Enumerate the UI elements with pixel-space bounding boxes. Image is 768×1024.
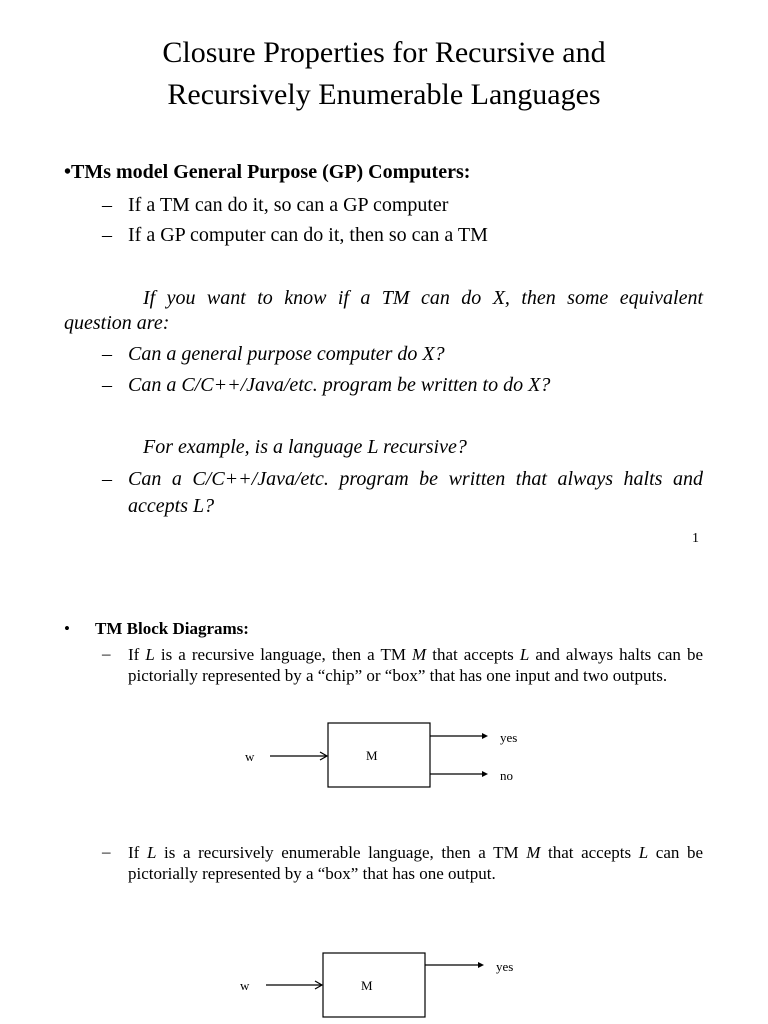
list-item: – Can a C/C++/Java/etc. program be written that always halts and accepts L? (102, 466, 703, 520)
list-item-text: Can a general purpose computer do X? (128, 343, 445, 365)
list-item-text: Can a C/C++/Java/etc. program be written to do X? (128, 374, 551, 396)
list-item: If L is a recursively enumerable language, then a TM M that accepts L can be pictorially represented by a “box” that has one output. (128, 843, 704, 883)
block-diagram-decider (0, 715, 768, 795)
yes-label: yes (496, 959, 514, 974)
section-heading: TM Block Diagrams: (95, 619, 249, 638)
list-item-text: If a GP computer can do it, then so can a TM (128, 224, 488, 246)
dash: – (102, 644, 111, 663)
bullet: • (64, 619, 70, 638)
tm-box (323, 953, 425, 1017)
input-label: w (245, 749, 255, 764)
block-diagram-recognizer (0, 945, 768, 1024)
paragraph: For example, is a language L recursive? (143, 436, 467, 458)
list-item-text-line-1: Can a C/C++/Java/etc. program be written that always halts and (128, 468, 703, 490)
title-line-1: Closure Properties for Recursive and (162, 36, 606, 69)
paragraph-line-1: If you want to know if a TM can do X, then some equivalent (143, 287, 703, 309)
box-label: M (361, 978, 373, 993)
no-label: no (500, 768, 513, 783)
page-number: 1 (692, 531, 699, 546)
input-label: w (240, 978, 250, 993)
yes-label: yes (500, 730, 518, 745)
page-title (0, 32, 768, 116)
section-heading: •TMs model General Purpose (GP) Computers: (64, 161, 471, 183)
list-item-text: If a TM can do it, so can a GP computer (128, 194, 449, 216)
tm-box (328, 723, 430, 787)
list-item-text-line-2: accepts L? (128, 495, 215, 517)
box-label: M (366, 748, 378, 763)
paragraph-line-2: question are: (64, 312, 170, 334)
paragraph (64, 286, 703, 336)
dash: – (102, 842, 111, 861)
list-item: If L is a recursive language, then a TM M that accepts L and always halts can be pictorially represented by a “chip” or “box” that has one input and two outputs. (128, 645, 704, 685)
title-line-2: Recursively Enumerable Languages (167, 78, 601, 111)
